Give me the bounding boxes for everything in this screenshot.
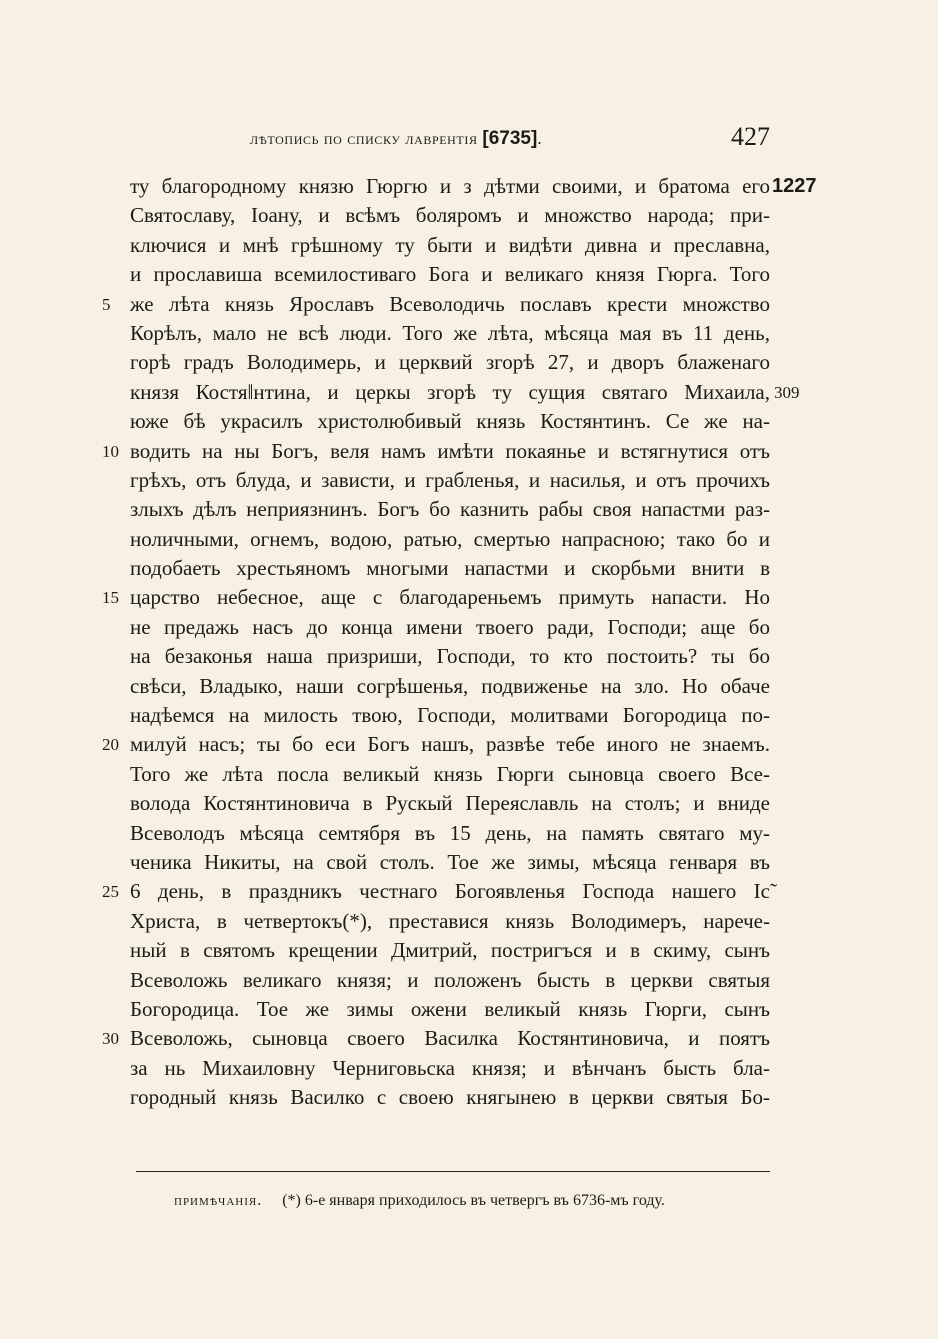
line-text: милуй насъ; ты бо еси Богъ нашъ, развѣе тебе иного не знаемъ. [130, 732, 770, 757]
text-line [102, 290, 770, 319]
text-line [130, 907, 770, 936]
page-number: 427 [731, 122, 770, 151]
line-text: ный в святомъ крещении Дмитрий, постригъся и в скиму, сынъ [130, 938, 770, 963]
text-line [102, 583, 770, 612]
line-text: же лѣта князь Ярославъ Всеволодичь пославъ крести множство [130, 291, 770, 316]
line-text: Богородица. Тое же зимы ожени великый князь Гюрги, сынъ [130, 996, 770, 1021]
running-title-period: . [537, 129, 543, 148]
text-line [102, 730, 770, 759]
line-text: городный князь Василко с своею княгынею в церкви святыя Бо- [130, 1085, 770, 1110]
line-text: волода Костянтиновича в Рускый Переяславль на столъ; и вниде [130, 791, 770, 816]
text-line [130, 201, 770, 230]
footnote [174, 1192, 665, 1210]
line-text: 6 день, в праздникъ честнаго Богоявленья Господа нашего Іс̃ [130, 879, 770, 904]
line-number: 30 [102, 1029, 119, 1049]
text-line [130, 231, 770, 260]
text-line [130, 1083, 770, 1112]
footnote-divider [136, 1171, 770, 1172]
margin-page-ref: 309 [774, 382, 800, 402]
text-line [130, 789, 770, 818]
text-line [130, 172, 817, 201]
line-text: Того же лѣта посла великый князь Гюрги сыновца своего Все- [130, 761, 770, 786]
line-text: Христа, в четвертокъ(*), преставися князь Володимеръ, нарече- [130, 908, 770, 933]
line-text: Корѣлъ, мало не всѣ люди. Того же лѣта, мѣсяца мая въ 11 день, [130, 320, 770, 345]
running-title [250, 128, 542, 150]
line-text: Всеволожь, сыновца своего Василка Костянтиновича, и поятъ [130, 1026, 770, 1051]
line-text: за нь Михаиловну Черниговьска князя; и вѣнчанъ бысть бла- [130, 1055, 770, 1080]
main-text [102, 172, 817, 1113]
line-number: 5 [102, 294, 111, 314]
line-text: грѣхъ, отъ блуда, и зависти, и грабленья, и насилья, и отъ прочихъ [130, 467, 770, 492]
line-text: князя Костя‖нтина, и церкы згорѣ ту сущия святаго Михаила, [130, 379, 770, 404]
text-line [130, 701, 770, 730]
footnote-text: (*) 6-е января приходилось въ четвергъ въ 6736-мъ году. [282, 1192, 665, 1209]
text-line [130, 613, 770, 642]
line-text: злыхъ дѣлъ неприязнинъ. Богъ бо казнить рабы своя напастми раз- [130, 497, 770, 522]
text-line [130, 966, 770, 995]
line-text: юже бѣ украсилъ христолюбивый князь Костянтинъ. Се же на- [130, 409, 770, 434]
line-text: и прославиша всемилостиваго Бога и великаго князя Гюрга. Того [130, 262, 770, 287]
line-number: 20 [102, 735, 119, 755]
line-text: Святославу, Іоану, и всѣмъ боляромъ и множство народа; при- [130, 203, 770, 228]
line-number: 25 [102, 882, 119, 902]
line-text: на безаконья наша призриши, Господи, то кто постоить? ты бо [130, 644, 770, 669]
text-line [130, 672, 770, 701]
running-title-year: [6735] [482, 128, 538, 149]
text-line [130, 495, 770, 524]
text-line [130, 378, 800, 407]
text-line [130, 407, 770, 436]
line-text: надѣемся на милость твою, Господи, молитвами Богородица по- [130, 703, 770, 728]
line-text: горѣ градъ Володимерь, и церквий згорѣ 27, и дворъ блаженаго [130, 350, 770, 375]
text-line [102, 877, 770, 906]
text-line [130, 319, 770, 348]
running-title-text: лѣтопись по списку лаврентія [250, 129, 478, 148]
line-text: ченика Никиты, на свой столъ. Тое же зимы, мѣсяца генваря въ [130, 849, 770, 874]
text-line [130, 466, 770, 495]
line-text: подобаеть хрестьяномъ многыми напастми и скорбьми внити в [130, 556, 770, 581]
text-line [130, 642, 770, 671]
page-header [250, 122, 770, 158]
text-line [130, 848, 770, 877]
line-text: ноличными, огнемъ, водою, ратью, смертью напрасною; тако бо и [130, 526, 770, 551]
line-text: ключися и мнѣ грѣшному ту быти и видѣти дивна и преславна, [130, 232, 770, 257]
line-number: 15 [102, 588, 119, 608]
line-text: Всеволожь великаго князя; и положенъ бысть в церкви святыя [130, 967, 770, 992]
text-line [130, 936, 770, 965]
line-text: свѣси, Владыко, наши согрѣшенья, подвиженье на зло. Но обаче [130, 673, 770, 698]
text-line [130, 760, 770, 789]
footnote-label: примѣчанія. [174, 1192, 263, 1209]
text-line [130, 348, 770, 377]
line-text: ту благородному князю Гюргю и з дѣтми своими, и братома его [130, 174, 770, 198]
line-number: 10 [102, 441, 119, 461]
margin-year: 1227 [772, 175, 817, 197]
text-line [130, 554, 770, 583]
line-text: Всеволодъ мѣсяца семтября въ 15 день, на память святаго му- [130, 820, 770, 845]
text-line [102, 1024, 770, 1053]
line-text: не предажь насъ до конца имени твоего ради, Господи; аще бо [130, 614, 770, 639]
text-line [130, 819, 770, 848]
text-line [130, 1054, 770, 1083]
text-line [130, 260, 770, 289]
text-line [130, 525, 770, 554]
line-text: водить на ны Богъ, веля намъ имѣти покаянье и встягнутися отъ [130, 438, 770, 463]
text-line [130, 995, 770, 1024]
line-text: царство небесное, аще с благодареньемъ примуть напасти. Но [130, 585, 770, 610]
text-line [102, 437, 770, 466]
